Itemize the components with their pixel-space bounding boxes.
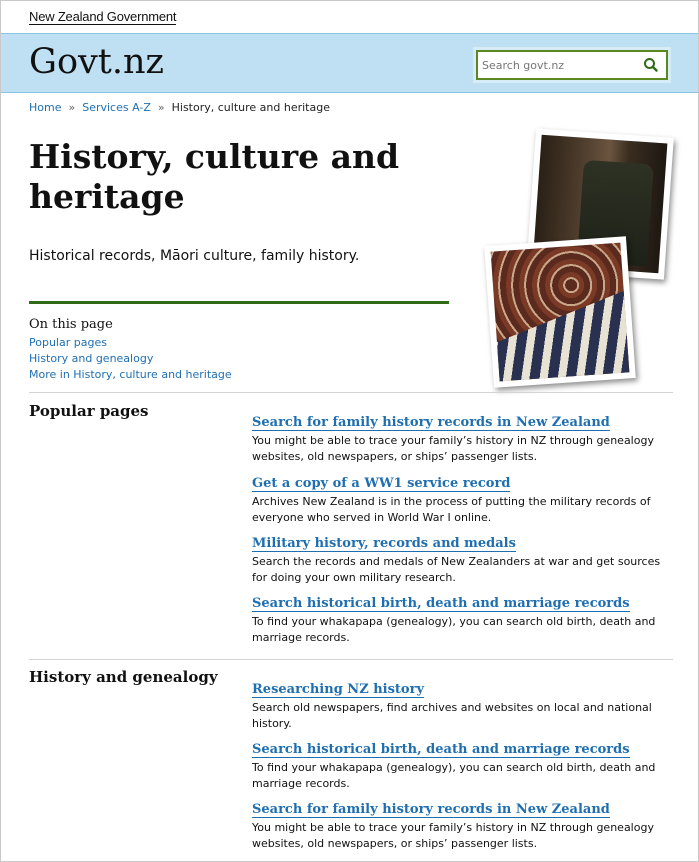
list-item [252,411,677,465]
page-title: History, culture and heritage [29,137,400,216]
breadcrumb-separator: » [68,101,76,114]
item-link[interactable]: Search for family history records in New Zealand [252,802,610,817]
breadcrumb [29,101,330,114]
item-description: You might be able to trace your family’s history in NZ through genealogy websites, old newspapers, or ships’ passenger lists. [252,821,654,850]
maori-carving-photo [484,236,636,388]
item-link[interactable]: Military history, records and medals [252,536,516,551]
section-divider [29,659,673,660]
item-description: You might be able to trace your family’s history in NZ through genealogy websites, old newspapers, or ships’ passenger lists. [252,434,654,463]
list-item [252,738,677,792]
list-item [252,678,677,732]
item-description: Archives New Zealand is in the process of putting the military records of everyone who served in World War I online. [252,495,651,524]
item-description: To find your whakapapa (genealogy), you can search old birth, death and marriage records. [252,761,656,790]
section-title-popular-pages: Popular pages [29,402,149,420]
item-description: Search old newspapers, find archives and websites on local and national history. [252,701,652,730]
search-icon[interactable] [642,56,660,74]
list-item [252,472,677,526]
title-divider [29,301,449,304]
on-this-page-heading: On this page [29,317,113,332]
list-item [252,592,677,646]
item-link[interactable]: Get a copy of a WW1 service record [252,476,511,491]
item-link[interactable]: Search historical birth, death and marriage records [252,596,630,611]
breadcrumb-services[interactable]: Services A-Z [82,101,151,114]
item-description: To find your whakapapa (genealogy), you can search old birth, death and marriage records. [252,615,656,644]
item-link[interactable]: Researching NZ history [252,682,424,697]
page-intro: Historical records, Māori culture, family history. [29,248,360,264]
on-this-page-links [29,335,232,383]
breadcrumb-current: History, culture and heritage [171,101,330,114]
search-input[interactable] [482,56,632,74]
on-this-page-link[interactable]: More in History, culture and heritage [29,368,232,381]
on-this-page-link[interactable]: History and genealogy [29,352,154,365]
item-description: Search the records and medals of New Zealanders at war and get sources for doing your own military research. [252,555,661,584]
item-link[interactable]: Search historical birth, death and marriage records [252,742,630,757]
site-logo[interactable]: Govt.nz [29,42,164,82]
gov-label[interactable]: New Zealand Government [29,9,177,24]
list-item [252,532,677,586]
list-item [252,798,677,852]
site-header [1,33,698,93]
item-link[interactable]: Search for family history records in New Zealand [252,415,610,430]
breadcrumb-separator: » [157,101,165,114]
search-box [476,50,668,80]
breadcrumb-home[interactable]: Home [29,101,62,114]
on-this-page-link[interactable]: Popular pages [29,336,107,349]
section-title-history-genealogy: History and genealogy [29,668,218,686]
section-divider [29,392,673,393]
